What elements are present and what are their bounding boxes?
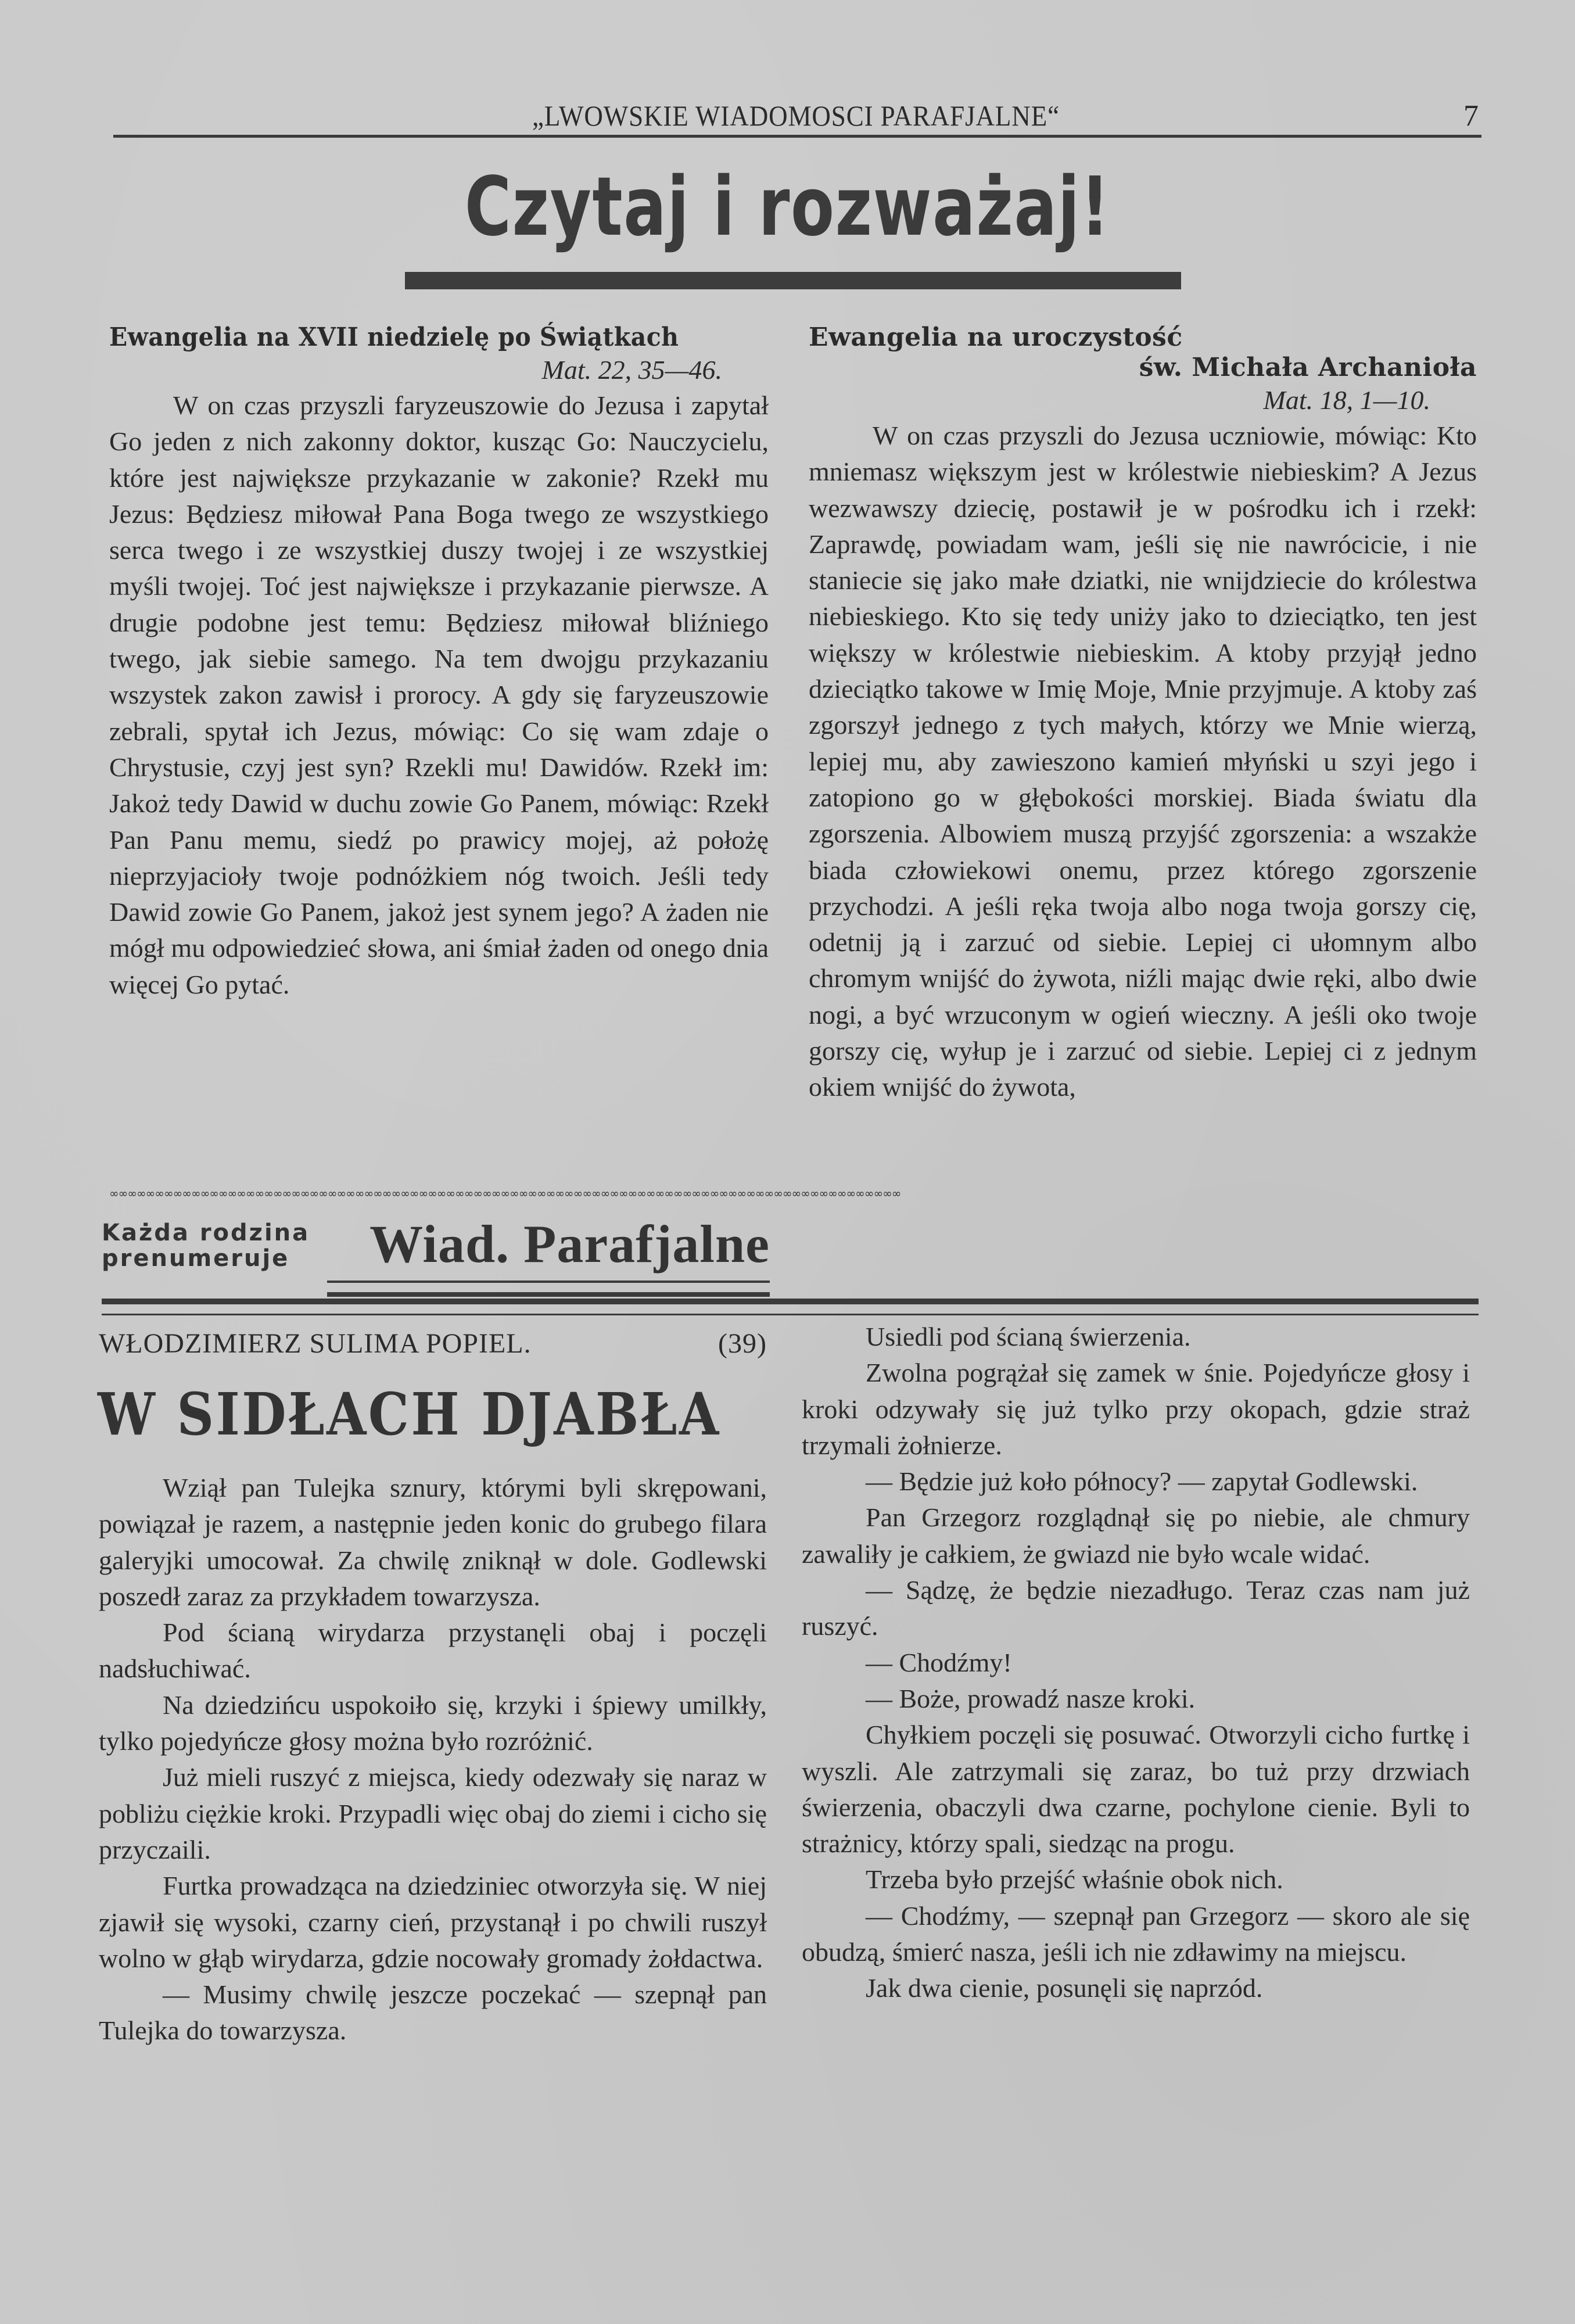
advert-line-1: Każda rodzina xyxy=(102,1220,310,1246)
paragraph: Usiedli pod ścianą świerzenia. xyxy=(866,1322,1191,1351)
paragraph: Furtka prowadząca na dziedziniec otworzyła się. W niej zjawił się wysoki, czarny cień, przystanął i po chwili ruszył wolno w głąb wirydarza, gdzie nocowały gromady żołdactwa. xyxy=(99,1871,767,1973)
gospel-right-text xyxy=(809,418,1477,1106)
advert-rule xyxy=(327,1281,770,1297)
paragraph: W on czas przyszli faryzeuszowie do Jezusa i zapytał Go jeden z nich zakonny doktor, kusząc Go: Nauczycielu, które jest największe przykazanie w zakonie? Rzekł mu Jezus: Będziesz miłował Pana Boga twego ze wszystkiego serca twego i ze wszystkiej duszy twojej i ze wszystkiej myśli twojej. Toć jest największe i przykazanie pierwsze. A drugie podobne jest temu: Będziesz miłował bliźniego twego, jak siebie samego. Na tem dwojgu przykazaniu wszystek zakon zawisł i prorocy. A gdy się faryzeuszowie zebrali, spytał ich Jezus, mówiąc: Co się wam zdaje o Chrystusie, czyj jest syn? Rzekli mu! Dawidów. Rzekł im: Jakoż tedy Dawid w duchu zowie Go Panem, mówiąc: Rzekł Pan Panu memu, siedź po prawicy mojej, aż położę nieprzyjacioły twoje podnóżkiem nóg twoich. Jeśli tedy Dawid zowie Go Panem, jakoż jest synem jego? A żaden nie mógł mu odpowiedzieć słowa, ani śmiał żaden od onego dnia więcej Go pytać. xyxy=(109,390,769,999)
paragraph: — Będzie już koło północy? — zapytał Godlewski. xyxy=(866,1466,1418,1497)
gospel-left-text xyxy=(109,388,769,1003)
novel-title: W SIDŁACH DJABŁA xyxy=(98,1380,721,1448)
header-rule xyxy=(113,135,1481,138)
gospel-left-heading: Ewangelia na XVII niedzielę po Świątkach xyxy=(109,322,679,352)
paragraph: — Chodźmy, — szepnął pan Grzegorz — skoro ale się obudzą, śmierć nasza, jeśli ich nie zdławimy na miejscu. xyxy=(802,1900,1470,1967)
running-header xyxy=(113,93,1479,139)
advert-tagline xyxy=(102,1220,310,1271)
gospel-right-column xyxy=(809,322,1477,1106)
paragraph: Jak dwa cienie, posunęli się naprzód. xyxy=(866,1973,1263,2003)
novel-byline xyxy=(99,1328,767,1360)
page-number: 7 xyxy=(1463,99,1479,132)
subscription-advert xyxy=(102,1214,770,1284)
advert-line-2: prenumeruje xyxy=(102,1245,290,1272)
paragraph: W on czas przyszli do Jezusa uczniowie, mówiąc: Kto mniemasz większym jest w królestwie niebieskim? A Jezus wezwawszy dziecię, postawił je w pośrodku ich i rzekł: Zaprawdę, powiadam wam, jeśli się nie nawrócicie, i nie staniecie się jako małe dziatki, nie wnijdziecie do królestwa niebieskiego. Kto się tedy uniży jako to dzieciątko, ten jest większy w królestwie niebieskim. A ktoby przyjął jedno dzieciątko takowe w Imię Moje, Mnie przyjmuje. A ktoby zaś zgorszył jednego z tych małych, którzy we Mnie wierzą, lepiej mu, aby zawieszono kamień młyński u szyi jego i zatopiono go w głębokości morskiej. Biada światu dla zgorszenia. Albowiem muszą przyjść zgorszenia: a wszakże biada człowiekowi onemu, przez którego zgorszenie przychodzi. A jeśli ręka twoja albo noga twoja gorszy cię, odetnij ją i zarzuć od siebie. Lepiej ci ułomnym albo chromym wnijść do żywota, niźli mając dwie ręki, albo dwie nogi, a być wrzuconym w ogień wieczny. A jeśli oko twoje gorszy cię, wyłup je i zarzuć od siebie. Lepiej ci z jednym okiem wnijść do żywota, xyxy=(809,421,1477,1102)
gospel-left-reference: Mat. 22, 35—46. xyxy=(541,355,722,385)
paragraph: Już mieli ruszyć z miejsca, kiedy odezwały się naraz w pobliżu ciężkie kroki. Przypadli więc obaj do ziemi i cicho się przyczaili. xyxy=(99,1762,767,1864)
gospel-left-column xyxy=(109,322,769,1003)
paragraph: Na dziedzińcu uspokoiło się, krzyki i śpiewy umilkły, tylko pojedyńcze głosy można było rozróżnić. xyxy=(99,1690,767,1756)
ornamental-divider: ∞∞∞∞∞∞∞∞∞∞∞∞∞∞∞∞∞∞∞∞∞∞∞∞∞∞∞∞∞∞∞∞∞∞∞∞∞∞∞∞∞∞∞∞∞∞∞∞∞∞∞∞∞∞∞∞∞∞∞∞∞∞∞∞∞∞∞∞∞∞∞∞∞∞∞∞∞∞∞∞∞∞∞∞∞∞∞ xyxy=(109,1186,901,1200)
paragraph: — Boże, prowadź nasze kroki. xyxy=(866,1683,1196,1713)
gospel-right-heading-line-2: św. Michała Archanioła xyxy=(1139,353,1477,382)
paragraph: Wziął pan Tulejka sznury, którymi byli skrępowani, powiązał je razem, a następnie jeden konic do grubego filara galeryjki umocował. Za chwilę zniknął w dole. Godlewski poszedł zaraz za przykładem towarzysza. xyxy=(99,1473,767,1611)
novel-author: WŁODZIMIERZ SULIMA POPIEL. xyxy=(99,1328,532,1359)
novel-installment-number: (39) xyxy=(718,1328,767,1359)
paragraph: Pan Grzegorz rozglądnął się po niebie, ale chmury zawaliły je całkiem, że gwiazd nie było wcale widać. xyxy=(802,1502,1470,1569)
paragraph: Zwolna pogrążał się zamek w śnie. Pojedyńcze głosy i kroki odzywały się już tylko przy okopach, gdzie straż trzymali żołnierze. xyxy=(802,1358,1470,1460)
gospel-right-heading-line-1: Ewangelia na uroczystość xyxy=(809,322,1183,352)
paragraph: — Sądzę, że będzie niezadługo. Teraz czas nam już ruszyć. xyxy=(802,1575,1470,1641)
paragraph: Chyłkiem poczęli się posuwać. Otworzyli cicho furtkę i wyszli. Ale zatrzymali się zaraz, bo tuż przy drzwiach świerzenia, obaczyli dwa czarne, pochylone cienie. Byli to strażnicy, którzy spali, siedząc na progu. xyxy=(802,1720,1470,1859)
section-divider-rule xyxy=(102,1299,1479,1315)
gospel-right-reference: Mat. 18, 1—10. xyxy=(1263,385,1430,415)
publication-title: „LWOWSKIE WIADOMOSCI PARAFJALNE“ xyxy=(532,99,1060,132)
paragraph: — Chodźmy! xyxy=(866,1647,1012,1677)
paragraph: — Musimy chwilę jeszcze poczekać — szepnął pan Tulejka do towarzysza. xyxy=(99,1979,767,2046)
section-headline: Czytaj i rozważaj! xyxy=(464,160,1111,254)
novel-left-column xyxy=(99,1470,767,2049)
advert-title: Wiad. Parafjalne xyxy=(369,1214,770,1274)
novel-right-column xyxy=(802,1319,1470,2007)
headline-underline-bar xyxy=(405,272,1181,289)
paragraph: Pod ścianą wirydarza przystanęli obaj i poczęli nadsłuchiwać. xyxy=(99,1618,767,1684)
paragraph: Trzeba było przejść właśnie obok nich. xyxy=(866,1864,1283,1895)
